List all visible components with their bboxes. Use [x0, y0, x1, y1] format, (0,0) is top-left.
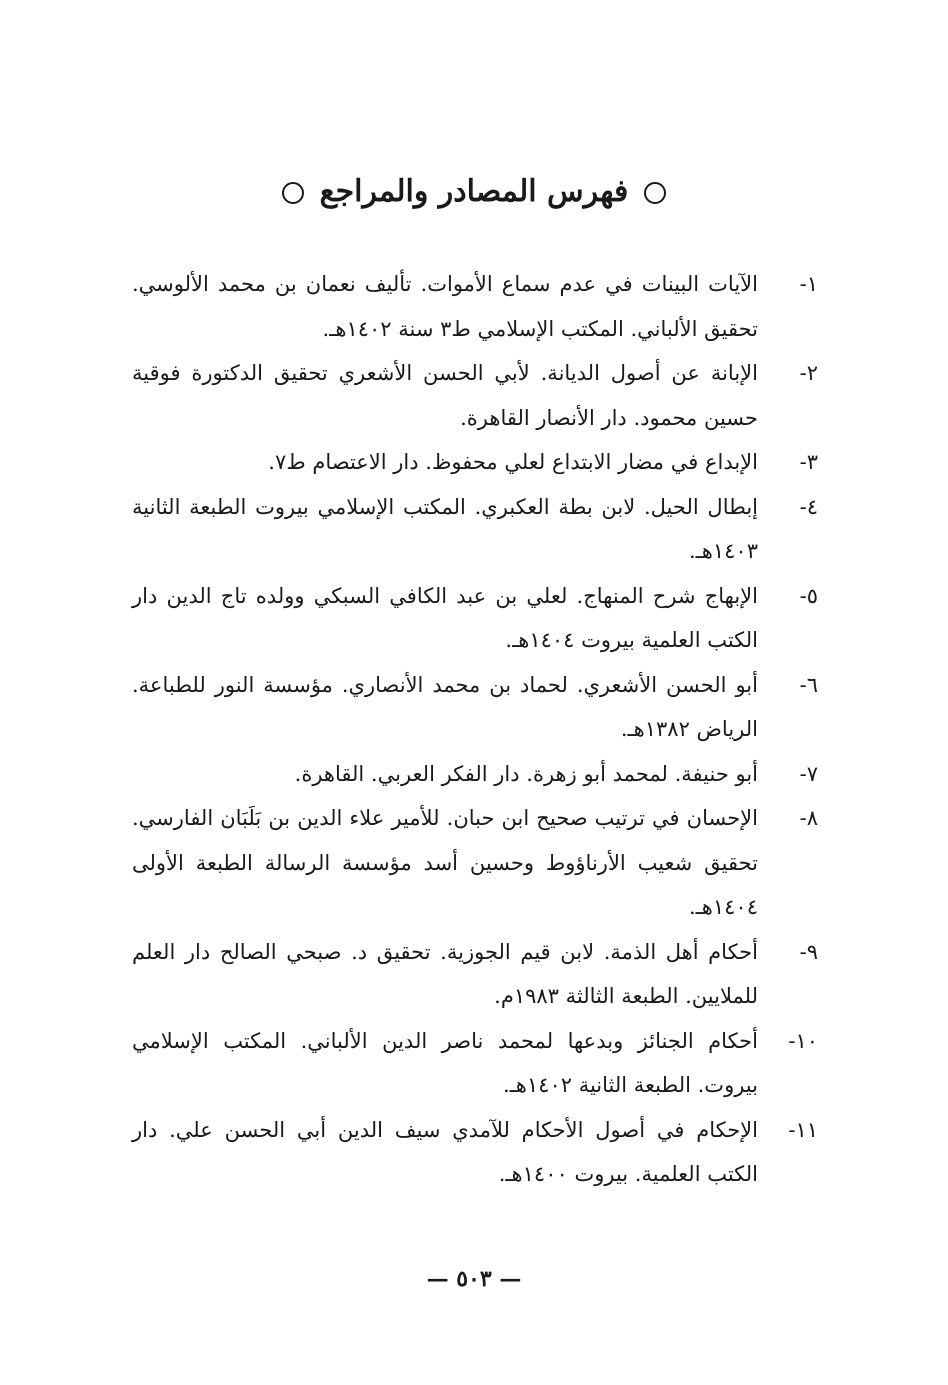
entry-number: ٧- [799, 761, 818, 786]
entry-number: ٦- [799, 672, 818, 697]
reference-entry [132, 351, 818, 440]
circle-ornament-icon [282, 182, 304, 204]
entry-text: أحكام الجنائز وبدعها لمحمد ناصر الدين الألباني. المكتب الإسلامي بيروت. الطبعة الثانية ١٤٠٢هـ. [132, 1028, 758, 1097]
page-number: — ٥٠٣ — [426, 1266, 522, 1292]
reference-entry [132, 663, 818, 752]
reference-entry [132, 1019, 818, 1108]
entry-text: أحكام أهل الذمة. لابن قيم الجوزية. تحقيق د. صبحي الصالح دار العلم للملايين. الطبعة الثالثة ١٩٨٣م. [132, 939, 758, 1008]
entry-text: الإبداع في مضار الابتداع لعلي محفوظ. دار الاعتصام ط٧. [268, 450, 758, 474]
reference-entry [132, 930, 818, 1019]
entry-text: الإبهاج شرح المنهاج. لعلي بن عبد الكافي السبكي وولده تاج الدين دار الكتب العلمية بيروت ١٤٠٤هـ. [132, 583, 758, 652]
references-list [132, 262, 818, 1197]
reference-entry [132, 574, 818, 663]
entry-number: ٨- [799, 806, 818, 830]
entry-text: الإحكام في أصول الأحكام للآمدي سيف الدين أبي الحسن علي. دار الكتب العلمية. بيروت ١٤٠٠هـ. [132, 1117, 758, 1186]
entry-number: ٢- [799, 361, 818, 385]
entry-text: الإحسان في ترتيب صحيح ابن حبان. للأمير علاء الدين بن بَلَبَان الفارسي. تحقيق شعيب الأرناؤوط وحسين أسد مؤسسة الرسالة الطبعة الأولى ١٤٠٤هـ. [132, 806, 758, 919]
entry-number: ٩- [799, 939, 818, 964]
reference-entry [132, 440, 818, 485]
entry-text: إبطال الحيل. لابن بطة العكبري. المكتب الإسلامي بيروت الطبعة الثانية ١٤٠٣هـ. [132, 494, 758, 563]
entry-text: أبو الحسن الأشعري. لحماد بن محمد الأنصاري. مؤسسة النور للطباعة. الرياض ١٣٨٢هـ. [132, 672, 758, 741]
page-title: فهرس المصادر والمراجع [319, 174, 629, 209]
entry-number: ١٠- [788, 1028, 818, 1053]
circle-ornament-icon [644, 182, 666, 204]
entry-number: ٤- [799, 494, 818, 519]
reference-entry [132, 796, 818, 930]
entry-number: ١- [799, 272, 818, 296]
page-title-row [0, 172, 948, 212]
reference-entry [132, 752, 818, 797]
entry-text: أبو حنيفة. لمحمد أبو زهرة. دار الفكر العربي. القاهرة. [294, 761, 758, 786]
reference-entry [132, 262, 818, 351]
entry-text: الآيات البينات في عدم سماع الأموات. تأليف نعمان بن محمد الألوسي. تحقيق الألباني. المكتب الإسلامي ط٣ سنة ١٤٠٢هـ. [132, 272, 758, 341]
entry-text: الإبانة عن أصول الديانة. لأبي الحسن الأشعري تحقيق الدكتورة فوقية حسين محمود. دار الأنصار القاهرة. [132, 361, 758, 430]
entry-number: ٣- [799, 450, 818, 474]
reference-entry [132, 1108, 818, 1197]
entry-number: ٥- [799, 583, 818, 608]
reference-entry [132, 485, 818, 574]
entry-number: ١١- [788, 1117, 818, 1142]
